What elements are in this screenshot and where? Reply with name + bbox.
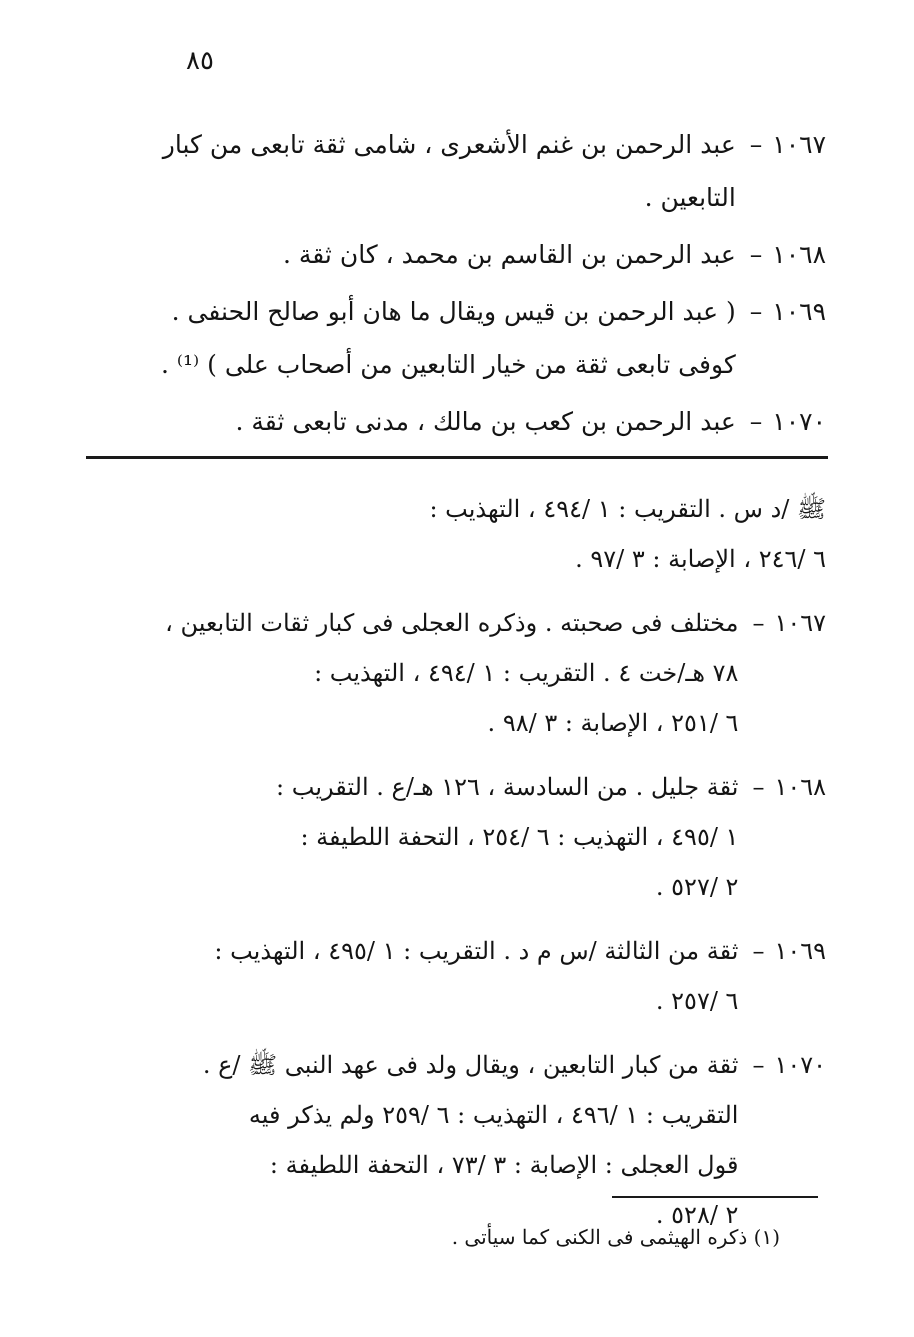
entry-line: عبد الرحمن بن القاسم بن محمد ، كان ثقة . (282, 240, 736, 269)
entry-line: ( عبد الرحمن بن قيس ويقال ما هان أبو صالح الحنفى . (171, 297, 736, 326)
note-dash: – (752, 937, 765, 965)
note-continuation (136, 484, 826, 584)
page-number: ٨٥ (186, 46, 214, 76)
entry-1067 (136, 118, 826, 224)
entry-body (136, 118, 736, 224)
note-line: ٧٨ هـ/خت ٤ . التقريب : ١ /٤٩٤ ، التهذيب : (314, 659, 739, 687)
note-body (136, 926, 738, 1026)
entry-line: التابعين . (644, 183, 736, 212)
note-line: ٦ /٢٤٦ ، الإصابة : ٣ /٩٧ . (575, 545, 826, 573)
entry-body (136, 228, 736, 281)
note-line: ٦ /٢٥٧ . (655, 987, 739, 1015)
entry-number: ١٠٦٧ (772, 130, 826, 159)
note-body (136, 598, 738, 748)
entry-dash: – (749, 130, 763, 159)
note-number: ١٠٧٠ (774, 1051, 826, 1079)
notes-section (136, 484, 826, 1254)
note-number: ١٠٦٨ (774, 773, 826, 801)
note-body (136, 1040, 738, 1240)
entry-number: ١٠٧٠ (772, 407, 826, 436)
entry-dash: – (749, 240, 763, 269)
note-line: التقريب : ١ /٤٩٦ ، التهذيب : ٦ /٢٥٩ ولم يذكر فيه (248, 1101, 739, 1129)
entry-1070 (136, 395, 826, 448)
footnote-rule (612, 1196, 818, 1198)
entry-line: كوفى تابعى ثقة من خيار التابعين من أصحاب على ) ⁽¹⁾ . (160, 350, 736, 379)
note-line: ١ /٤٩٥ ، التهذيب : ٦ /٢٥٤ ، التحفة اللطيفة : (300, 823, 739, 851)
note-dash: – (752, 609, 765, 637)
note-line: ﷺ /د س . التقريب : ١ /٤٩٤ ، التهذيب : (429, 495, 826, 523)
entry-1069 (136, 285, 826, 391)
note-line: ٦ /٢٥١ ، الإصابة : ٣ /٩٨ . (487, 709, 739, 737)
note-1067 (136, 598, 826, 748)
entry-body (136, 395, 736, 448)
note-line: ثقة من الثالثة /س م د . التقريب : ١ /٤٩٥ ، التهذيب : (214, 937, 739, 965)
entry-dash: – (749, 407, 763, 436)
entry-number: ١٠٦٨ (772, 240, 826, 269)
note-number: ١٠٦٩ (774, 937, 826, 965)
note-dash: – (752, 773, 765, 801)
entry-number: ١٠٦٩ (772, 297, 826, 326)
notes-divider (86, 456, 828, 459)
note-line: ثقة من كبار التابعين ، ويقال ولد فى عهد النبى ﷺ /ع . (202, 1051, 739, 1079)
entry-dash: – (749, 297, 763, 326)
note-1069 (136, 926, 826, 1026)
note-1068 (136, 762, 826, 912)
main-text (136, 118, 826, 448)
note-line: مختلف فى صحبته . وذكره العجلى فى كبار ثقات التابعين ، (165, 609, 739, 637)
entry-line: عبد الرحمن بن غنم الأشعرى ، شامى ثقة تابعى من كبار (162, 130, 736, 159)
note-number: ١٠٦٧ (774, 609, 826, 637)
footnote: (١) ذكره الهيثمى فى الكنى كما سيأتى . (451, 1225, 780, 1249)
note-line: ٢ /٥٢٨ . (655, 1201, 739, 1229)
note-body (136, 762, 738, 912)
entry-1068 (136, 228, 826, 281)
note-line: قول العجلى : الإصابة : ٣ /٧٣ ، التحفة اللطيفة : (269, 1151, 739, 1179)
note-line: ٢ /٥٢٧ . (655, 873, 739, 901)
note-line: ثقة جليل . من السادسة ، ١٢٦ هـ/ع . التقريب : (276, 773, 739, 801)
note-1070 (136, 1040, 826, 1240)
note-dash: – (752, 1051, 765, 1079)
entry-body (136, 285, 736, 391)
entry-line: عبد الرحمن بن كعب بن مالك ، مدنى تابعى ثقة . (235, 407, 736, 436)
